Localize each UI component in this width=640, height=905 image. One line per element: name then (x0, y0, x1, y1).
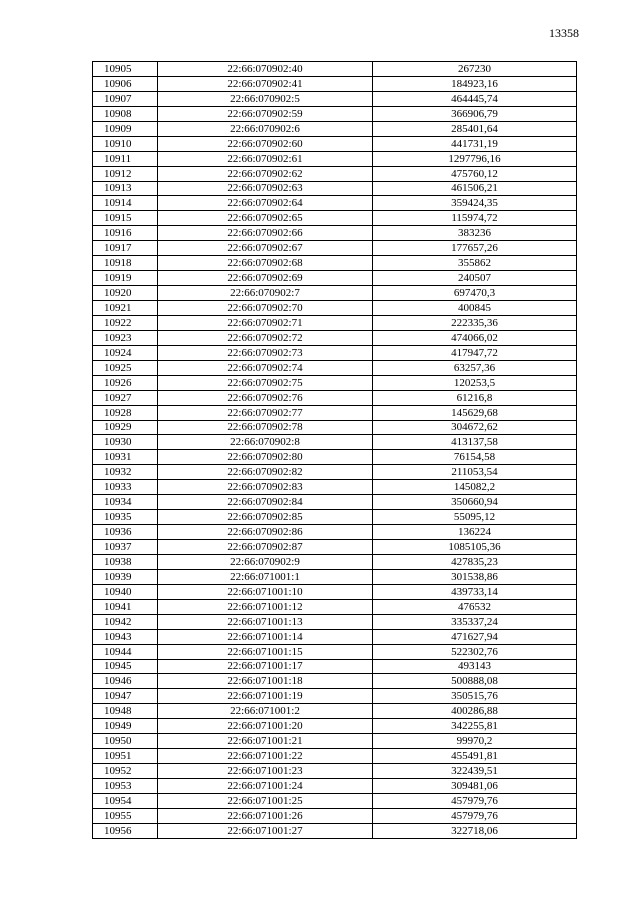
cadastral-value-cell: 400845 (373, 301, 577, 316)
table-row (93, 465, 577, 480)
row-number-cell: 10938 (93, 554, 158, 569)
row-number-cell: 10920 (93, 286, 158, 301)
row-number-cell: 10921 (93, 301, 158, 316)
cadastral-number-cell: 22:66:070902:40 (158, 62, 373, 77)
cadastral-value-cell: 355862 (373, 256, 577, 271)
cadastral-number-cell: 22:66:070902:5 (158, 91, 373, 106)
row-number-cell: 10941 (93, 599, 158, 614)
row-number-cell: 10939 (93, 569, 158, 584)
cadastral-number-cell: 22:66:071001:20 (158, 719, 373, 734)
row-number-cell: 10943 (93, 629, 158, 644)
cadastral-value-cell: 500888,08 (373, 674, 577, 689)
cadastral-number-cell: 22:66:070902:41 (158, 76, 373, 91)
cadastral-value-cell: 1297796,16 (373, 151, 577, 166)
row-number-cell: 10956 (93, 823, 158, 838)
cadastral-number-cell: 22:66:071001:2 (158, 704, 373, 719)
cadastral-number-cell: 22:66:070902:76 (158, 390, 373, 405)
cadastral-number-cell: 22:66:070902:83 (158, 480, 373, 495)
row-number-cell: 10944 (93, 644, 158, 659)
table-row (93, 764, 577, 779)
page-number: 13358 (549, 26, 579, 40)
cadastral-number-cell: 22:66:070902:7 (158, 286, 373, 301)
row-number-cell: 10925 (93, 360, 158, 375)
row-number-cell: 10950 (93, 734, 158, 749)
row-number-cell: 10936 (93, 525, 158, 540)
row-number-cell: 10911 (93, 151, 158, 166)
table-row (93, 345, 577, 360)
cadastral-value-cell: 240507 (373, 271, 577, 286)
table-row (93, 779, 577, 794)
cadastral-value-cell: 61216,8 (373, 390, 577, 405)
row-number-cell: 10906 (93, 76, 158, 91)
cadastral-value-cell: 417947,72 (373, 345, 577, 360)
table-row (93, 435, 577, 450)
table-row (93, 674, 577, 689)
row-number-cell: 10926 (93, 375, 158, 390)
cadastral-number-cell: 22:66:070902:82 (158, 465, 373, 480)
table-row (93, 166, 577, 181)
table-row (93, 301, 577, 316)
row-number-cell: 10919 (93, 271, 158, 286)
table-row (93, 689, 577, 704)
row-number-cell: 10912 (93, 166, 158, 181)
table-row (93, 121, 577, 136)
row-number-cell: 10924 (93, 345, 158, 360)
cadastral-number-cell: 22:66:070902:9 (158, 554, 373, 569)
row-number-cell: 10935 (93, 510, 158, 525)
table-row (93, 719, 577, 734)
cadastral-number-cell: 22:66:070902:62 (158, 166, 373, 181)
row-number-cell: 10927 (93, 390, 158, 405)
row-number-cell: 10953 (93, 779, 158, 794)
cadastral-number-cell: 22:66:071001:26 (158, 808, 373, 823)
cadastral-value-cell: 522302,76 (373, 644, 577, 659)
cadastral-number-cell: 22:66:071001:23 (158, 764, 373, 779)
row-number-cell: 10930 (93, 435, 158, 450)
cadastral-number-cell: 22:66:070902:8 (158, 435, 373, 450)
table-row (93, 540, 577, 555)
cadastral-value-cell: 55095,12 (373, 510, 577, 525)
cadastral-number-cell: 22:66:070902:75 (158, 375, 373, 390)
cadastral-number-cell: 22:66:070902:78 (158, 420, 373, 435)
row-number-cell: 10908 (93, 106, 158, 121)
cadastral-number-cell: 22:66:071001:19 (158, 689, 373, 704)
table-row (93, 480, 577, 495)
row-number-cell: 10915 (93, 211, 158, 226)
table-row (93, 226, 577, 241)
row-number-cell: 10946 (93, 674, 158, 689)
row-number-cell: 10928 (93, 405, 158, 420)
table-row (93, 211, 577, 226)
table-body (93, 62, 577, 839)
cadastral-number-cell: 22:66:071001:18 (158, 674, 373, 689)
cadastral-value-cell: 350515,76 (373, 689, 577, 704)
row-number-cell: 10934 (93, 495, 158, 510)
table-row (93, 525, 577, 540)
cadastral-value-cell: 63257,36 (373, 360, 577, 375)
row-number-cell: 10917 (93, 241, 158, 256)
row-number-cell: 10916 (93, 226, 158, 241)
table-row (93, 76, 577, 91)
table-row (93, 420, 577, 435)
row-number-cell: 10918 (93, 256, 158, 271)
table-row (93, 405, 577, 420)
cadastral-number-cell: 22:66:070902:65 (158, 211, 373, 226)
cadastral-value-cell: 697470,3 (373, 286, 577, 301)
row-number-cell: 10929 (93, 420, 158, 435)
cadastral-value-cell: 427835,23 (373, 554, 577, 569)
table-row (93, 808, 577, 823)
row-number-cell: 10923 (93, 330, 158, 345)
cadastral-value-cell: 76154,58 (373, 450, 577, 465)
cadastral-number-cell: 22:66:071001:22 (158, 749, 373, 764)
cadastral-number-cell: 22:66:071001:15 (158, 644, 373, 659)
table-row (93, 196, 577, 211)
cadastral-value-cell: 267230 (373, 62, 577, 77)
cadastral-value-cell: 474066,02 (373, 330, 577, 345)
table-row (93, 599, 577, 614)
cadastral-number-cell: 22:66:070902:71 (158, 315, 373, 330)
cadastral-value-cell: 99970,2 (373, 734, 577, 749)
row-number-cell: 10942 (93, 614, 158, 629)
row-number-cell: 10954 (93, 793, 158, 808)
row-number-cell: 10909 (93, 121, 158, 136)
cadastral-value-cell: 383236 (373, 226, 577, 241)
cadastral-number-cell: 22:66:070902:74 (158, 360, 373, 375)
table-row (93, 584, 577, 599)
cadastral-number-cell: 22:66:070902:61 (158, 151, 373, 166)
row-number-cell: 10955 (93, 808, 158, 823)
cadastral-value-cell: 342255,81 (373, 719, 577, 734)
cadastral-value-cell: 413137,58 (373, 435, 577, 450)
cadastral-value-cell: 120253,5 (373, 375, 577, 390)
table-row (93, 62, 577, 77)
cadastral-value-cell: 309481,06 (373, 779, 577, 794)
cadastral-value-cell: 136224 (373, 525, 577, 540)
cadastral-number-cell: 22:66:071001:27 (158, 823, 373, 838)
table-row (93, 151, 577, 166)
cadastral-value-cell: 461506,21 (373, 181, 577, 196)
table-row (93, 495, 577, 510)
cadastral-value-cell: 439733,14 (373, 584, 577, 599)
cadastral-number-cell: 22:66:070902:86 (158, 525, 373, 540)
cadastral-number-cell: 22:66:070902:68 (158, 256, 373, 271)
row-number-cell: 10933 (93, 480, 158, 495)
row-number-cell: 10937 (93, 540, 158, 555)
cadastral-value-cell: 455491,81 (373, 749, 577, 764)
cadastral-number-cell: 22:66:070902:77 (158, 405, 373, 420)
cadastral-value-cell: 441731,19 (373, 136, 577, 151)
cadastral-number-cell: 22:66:070902:80 (158, 450, 373, 465)
row-number-cell: 10913 (93, 181, 158, 196)
cadastral-number-cell: 22:66:071001:17 (158, 659, 373, 674)
cadastral-value-cell: 335337,24 (373, 614, 577, 629)
cadastral-value-cell: 464445,74 (373, 91, 577, 106)
cadastral-number-cell: 22:66:070902:87 (158, 540, 373, 555)
cadastral-number-cell: 22:66:070902:85 (158, 510, 373, 525)
row-number-cell: 10949 (93, 719, 158, 734)
cadastral-number-cell: 22:66:070902:73 (158, 345, 373, 360)
table-row (93, 749, 577, 764)
table-row (93, 704, 577, 719)
cadastral-number-cell: 22:66:070902:84 (158, 495, 373, 510)
row-number-cell: 10914 (93, 196, 158, 211)
cadastral-value-cell: 301538,86 (373, 569, 577, 584)
row-number-cell: 10951 (93, 749, 158, 764)
cadastral-value-cell: 222335,36 (373, 315, 577, 330)
cadastral-value-cell: 457979,76 (373, 808, 577, 823)
cadastral-number-cell: 22:66:070902:60 (158, 136, 373, 151)
cadastral-number-cell: 22:66:071001:21 (158, 734, 373, 749)
cadastral-number-cell: 22:66:070902:64 (158, 196, 373, 211)
cadastral-value-table (92, 61, 577, 839)
cadastral-value-cell: 350660,94 (373, 495, 577, 510)
table-row (93, 271, 577, 286)
table-row (93, 360, 577, 375)
cadastral-number-cell: 22:66:070902:72 (158, 330, 373, 345)
table-row (93, 256, 577, 271)
cadastral-value-cell: 471627,94 (373, 629, 577, 644)
cadastral-value-cell: 115974,72 (373, 211, 577, 226)
cadastral-value-cell: 304672,62 (373, 420, 577, 435)
table-row (93, 315, 577, 330)
row-number-cell: 10948 (93, 704, 158, 719)
table-row (93, 734, 577, 749)
row-number-cell: 10952 (93, 764, 158, 779)
cadastral-value-cell: 1085105,36 (373, 540, 577, 555)
table-row (93, 390, 577, 405)
cadastral-number-cell: 22:66:071001:13 (158, 614, 373, 629)
row-number-cell: 10945 (93, 659, 158, 674)
table-row (93, 554, 577, 569)
cadastral-value-cell: 366906,79 (373, 106, 577, 121)
table-row (93, 659, 577, 674)
row-number-cell: 10947 (93, 689, 158, 704)
table-row (93, 181, 577, 196)
row-number-cell: 10932 (93, 465, 158, 480)
cadastral-value-cell: 322718,06 (373, 823, 577, 838)
cadastral-number-cell: 22:66:070902:69 (158, 271, 373, 286)
cadastral-value-cell: 322439,51 (373, 764, 577, 779)
row-number-cell: 10910 (93, 136, 158, 151)
cadastral-value-cell: 145082,2 (373, 480, 577, 495)
cadastral-value-cell: 211053,54 (373, 465, 577, 480)
cadastral-number-cell: 22:66:071001:14 (158, 629, 373, 644)
cadastral-value-cell: 145629,68 (373, 405, 577, 420)
table-row (93, 91, 577, 106)
cadastral-value-cell: 400286,88 (373, 704, 577, 719)
table-row (93, 793, 577, 808)
cadastral-value-cell: 177657,26 (373, 241, 577, 256)
row-number-cell: 10940 (93, 584, 158, 599)
table-row (93, 823, 577, 838)
row-number-cell: 10931 (93, 450, 158, 465)
row-number-cell: 10905 (93, 62, 158, 77)
table-row (93, 644, 577, 659)
cadastral-value-cell: 457979,76 (373, 793, 577, 808)
table-row (93, 136, 577, 151)
table-row (93, 241, 577, 256)
table-row (93, 450, 577, 465)
cadastral-number-cell: 22:66:070902:66 (158, 226, 373, 241)
cadastral-value-cell: 285401,64 (373, 121, 577, 136)
cadastral-number-cell: 22:66:071001:12 (158, 599, 373, 614)
table-row (93, 614, 577, 629)
cadastral-value-cell: 476532 (373, 599, 577, 614)
table-row (93, 629, 577, 644)
row-number-cell: 10907 (93, 91, 158, 106)
table-row (93, 375, 577, 390)
cadastral-number-cell: 22:66:070902:59 (158, 106, 373, 121)
cadastral-number-cell: 22:66:070902:70 (158, 301, 373, 316)
cadastral-value-cell: 493143 (373, 659, 577, 674)
table-row (93, 510, 577, 525)
cadastral-value-cell: 475760,12 (373, 166, 577, 181)
table-row (93, 330, 577, 345)
table-row (93, 569, 577, 584)
table-row (93, 286, 577, 301)
cadastral-value-cell: 359424,35 (373, 196, 577, 211)
row-number-cell: 10922 (93, 315, 158, 330)
cadastral-number-cell: 22:66:071001:1 (158, 569, 373, 584)
table-row (93, 106, 577, 121)
cadastral-value-cell: 184923,16 (373, 76, 577, 91)
cadastral-number-cell: 22:66:070902:67 (158, 241, 373, 256)
cadastral-number-cell: 22:66:071001:24 (158, 779, 373, 794)
cadastral-number-cell: 22:66:071001:10 (158, 584, 373, 599)
cadastral-number-cell: 22:66:071001:25 (158, 793, 373, 808)
cadastral-number-cell: 22:66:070902:6 (158, 121, 373, 136)
cadastral-number-cell: 22:66:070902:63 (158, 181, 373, 196)
